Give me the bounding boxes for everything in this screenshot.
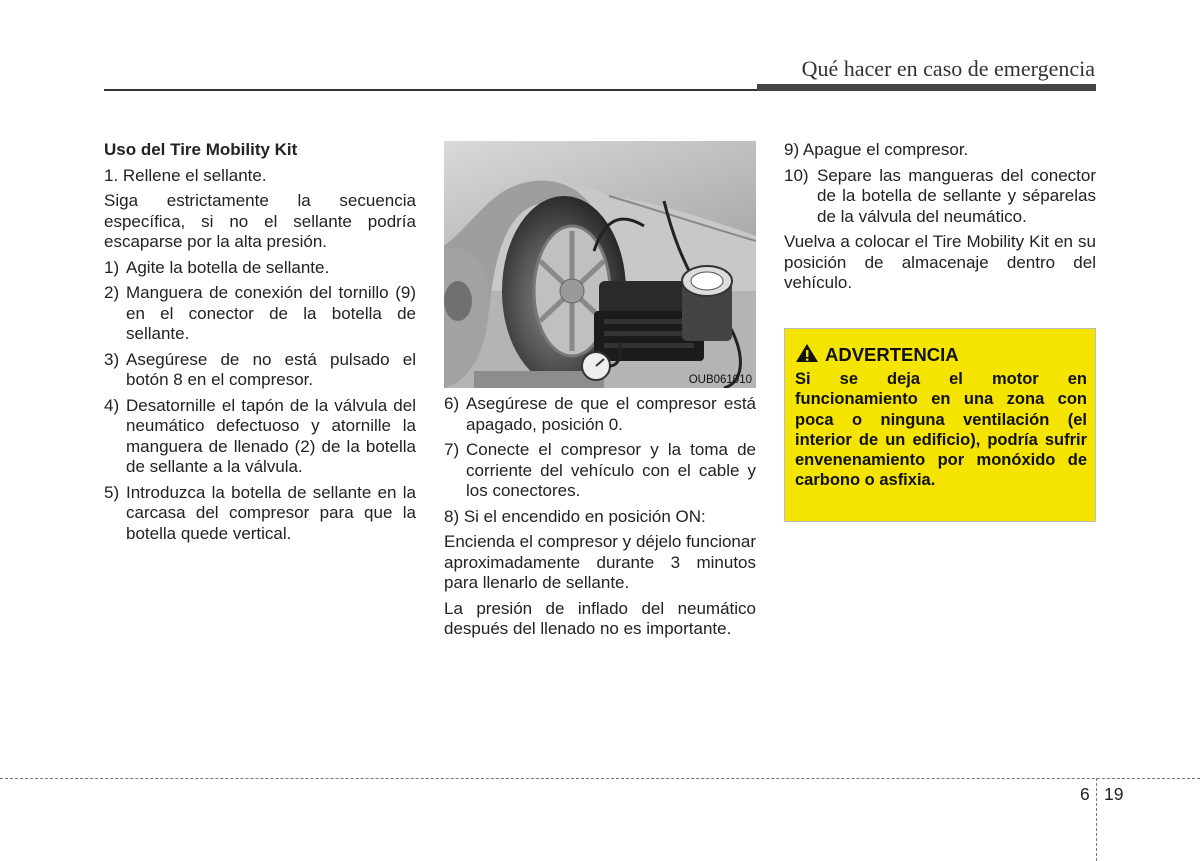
warning-text: Si se deja el motor en funcionamiento en una zona con poca o ninguna ventilación (el interior de un edificio), podría sufrir envenenamiento por monóxido de carbono o asfixia. <box>795 370 1087 490</box>
paragraph: La presión de inflado del neumático después del llenado no es importante. <box>444 598 756 638</box>
list-number: 7) <box>444 440 460 459</box>
list-item <box>784 166 1096 228</box>
step-1: 1. Rellene el sellante. <box>104 165 267 185</box>
list-number: 6) <box>444 394 460 413</box>
list-text: Separe las mangueras del conector de la botella de sellante y séparelas de la válvula del neumático. <box>817 165 1096 226</box>
step-8: 8) Si el encendido en posición ON: <box>444 506 706 526</box>
list-item <box>104 283 416 345</box>
list-number: 5) <box>104 482 120 502</box>
list-number: 10) <box>784 165 809 185</box>
step-9: 9) Apague el compresor. <box>784 140 969 159</box>
page-number: 19 <box>1104 784 1124 804</box>
list-number: 3) <box>104 349 120 369</box>
column-left <box>104 140 416 549</box>
intro-paragraph: Siga estrictamente la secuencia específica, si no el sellante podría escaparse por la alta presión. <box>104 191 416 251</box>
warning-title-text: ADVERTENCIA <box>825 344 959 365</box>
section-title: Qué hacer en caso de emergencia <box>801 56 1095 81</box>
list-text: Agite la botella de sellante. <box>126 257 330 277</box>
list-item <box>444 440 756 502</box>
list-item <box>104 258 416 279</box>
column-middle <box>444 394 756 645</box>
list-text: Conecte el compresor y la toma de corriente del vehículo con el cable y los conectores. <box>466 440 756 500</box>
paragraph: Encienda el compresor y déjelo funcionar aproximadamente durante 3 minutos para llenarlo de sellante. <box>444 532 756 592</box>
footer-rule <box>0 778 1200 779</box>
list-item <box>104 483 416 545</box>
list-text: Asegúrese de que el compresor está apagado, posición 0. <box>466 394 756 434</box>
warning-title <box>795 343 959 366</box>
warning-triangle-icon <box>795 343 819 363</box>
list-item <box>444 394 756 435</box>
list-item <box>104 396 416 478</box>
list-number: 2) <box>104 283 120 302</box>
list-text: Asegúrese de no está pulsado el botón 8 en el compresor. <box>126 349 416 389</box>
tire-mobility-kit-photo <box>444 141 756 388</box>
list-number: 4) <box>104 395 120 415</box>
warning-box <box>784 328 1096 522</box>
column-right <box>784 140 1096 299</box>
chapter-number: 6 <box>1080 784 1090 804</box>
list-item <box>104 350 416 391</box>
compressor-illustration <box>444 141 756 388</box>
section-heading: Uso del Tire Mobility Kit <box>104 140 298 159</box>
header-rule-accent <box>757 84 1096 91</box>
figure-code: OUB061010 <box>688 374 752 386</box>
list-text: Manguera de conexión del tornillo (9) en el conector de la botella de sellante. <box>126 283 416 343</box>
list-number: 1) <box>104 257 120 277</box>
footer-divider <box>1096 778 1097 861</box>
list-text: Desatornille el tapón de la válvula del neumático defectuoso y atornille la manguera de llenado (2) de la botella de sellante a la válvula. <box>126 395 416 476</box>
paragraph: Vuelva a colocar el Tire Mobility Kit en su posición de almacenaje dentro del vehículo. <box>784 232 1096 292</box>
list-text: Introduzca la botella de sellante en la carcasa del compresor para que la botella quede vertical. <box>126 482 416 543</box>
